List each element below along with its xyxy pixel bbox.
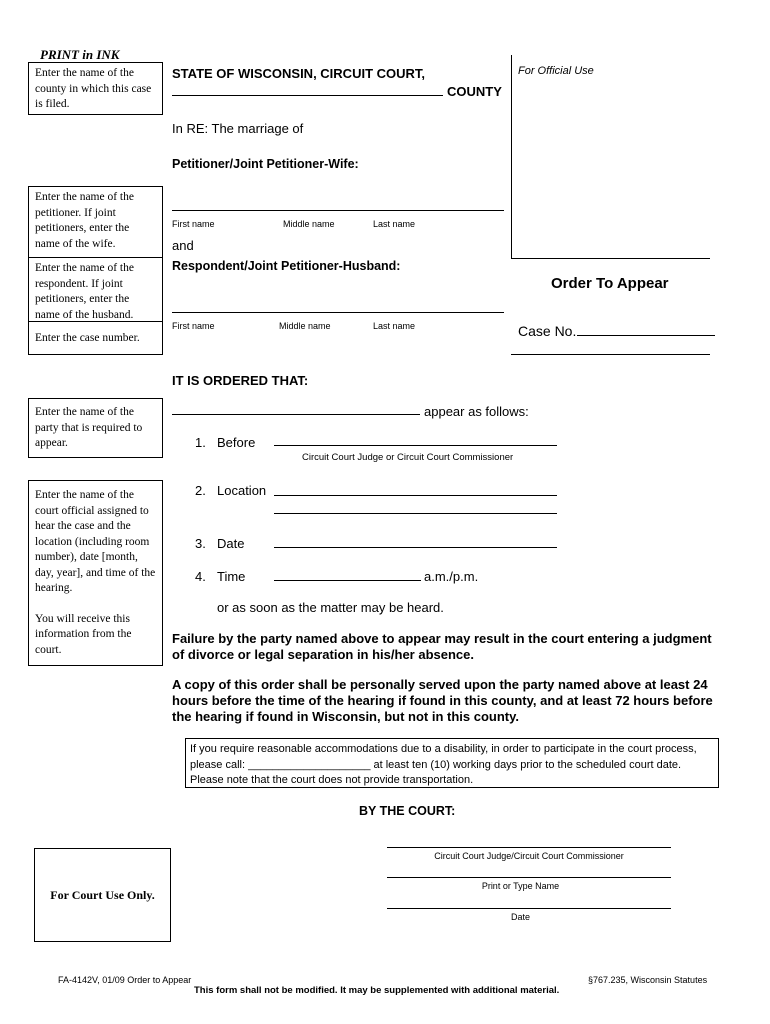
item3-number: 3.: [195, 536, 206, 551]
case-no-label: Case No.: [518, 323, 577, 339]
petitioner-name-field[interactable]: [172, 210, 504, 211]
copy-paragraph: A copy of this order shall be personally served upon the party named above at least 24 hours before the time of the hearing if found in this county, and at least 72 hours before the hearing if found in Wisconsin, but not in this county.: [172, 677, 713, 724]
item4-number: 4.: [195, 569, 206, 584]
appear-as-follows: appear as follows:: [424, 404, 529, 419]
county-label: COUNTY: [447, 84, 502, 99]
accommodation-line2: please call: ____________________ at least ten (10) working days prior to the scheduled court date.: [190, 758, 682, 771]
petitioner-last-name-label: Last name: [373, 219, 416, 229]
form-id: FA-4142V, 01/09 Order to Appear: [58, 975, 192, 985]
item3-label: Date: [217, 536, 245, 551]
item2-label: Location: [217, 483, 267, 498]
accommodation-line1: If you require reasonable accommodations due to a disability, in order to participate in the court process,: [190, 743, 697, 755]
county-field[interactable]: [172, 95, 443, 96]
instruction-case-number: Enter the case number.: [28, 321, 163, 355]
instruction-receive: You will receive this information from the court.: [35, 612, 132, 656]
time-field[interactable]: [274, 580, 421, 581]
date-field[interactable]: [274, 547, 557, 548]
ampm-label: a.m./p.m.: [424, 569, 479, 584]
as-soon-text: or as soon as the matter may be heard.: [217, 600, 444, 615]
order-heading: IT IS ORDERED THAT:: [172, 373, 309, 388]
respondent-heading: Respondent/Joint Petitioner-Husband:: [172, 259, 401, 273]
respondent-name-field[interactable]: [172, 312, 504, 313]
document-title: Order To Appear: [551, 275, 669, 292]
court-use-label: For Court Use Only.: [50, 887, 155, 902]
judge-signature-line[interactable]: [387, 847, 671, 848]
print-in-ink: PRINT in INK: [40, 47, 120, 62]
item1-label: Before: [217, 435, 256, 450]
respondent-first-name-label: First name: [172, 321, 215, 331]
print-name-label: Print or Type Name: [481, 881, 560, 891]
official-use-border: [511, 55, 512, 258]
instruction-petitioner: Enter the name of the petitioner. If joint petitioners, enter the name of the wife.: [28, 186, 163, 258]
instruction-party: Enter the name of the party that is required to appear.: [28, 398, 163, 458]
item1-number: 1.: [195, 435, 206, 450]
print-name-line[interactable]: [387, 877, 671, 878]
accommodation-box: [185, 738, 719, 788]
and-text: and: [172, 238, 194, 253]
party-name-field[interactable]: [172, 414, 420, 415]
petitioner-heading: Petitioner/Joint Petitioner-Wife:: [172, 157, 359, 171]
instruction-official-box: [28, 480, 163, 666]
instruction-respondent: Enter the name of the respondent. If joint petitioners, enter the name of the husband.: [28, 257, 163, 322]
footer-notice: This form shall not be modified. It may be supplemented with additional material.: [194, 985, 560, 996]
location-field-1[interactable]: [274, 495, 557, 496]
failure-paragraph: Failure by the party named above to appear may result in the court entering a judgment of divorce or legal separation in his/her absence.: [172, 631, 712, 662]
court-title: STATE OF WISCONSIN, CIRCUIT COURT,: [172, 66, 426, 81]
item4-label: Time: [217, 569, 246, 584]
by-the-court: BY THE COURT:: [359, 804, 456, 818]
accommodation-line3: Please note that the court does not provide transportation.: [190, 774, 474, 786]
date-signature-line[interactable]: [387, 908, 671, 909]
instruction-county: Enter the name of the county in which this case is filed.: [28, 62, 163, 115]
respondent-middle-name-label: Middle name: [279, 321, 331, 331]
petitioner-first-name-label: First name: [172, 219, 215, 229]
instruction-official: Enter the name of the court official assigned to hear the case and the location (including room number), date [month, day, year], and time of the hearing.: [35, 489, 156, 594]
official-use-bottom: [511, 258, 710, 259]
judge-signature-label: Circuit Court Judge/Circuit Court Commissioner: [434, 851, 624, 861]
item2-number: 2.: [195, 483, 206, 498]
location-field-2[interactable]: [274, 513, 557, 514]
petitioner-middle-name-label: Middle name: [283, 219, 335, 229]
date-signature-label: Date: [510, 912, 530, 922]
before-sublabel: Circuit Court Judge or Circuit Court Commissioner: [302, 452, 514, 463]
official-use-label: For Official Use: [518, 65, 594, 77]
respondent-last-name-label: Last name: [373, 321, 416, 331]
case-no-field[interactable]: [577, 335, 715, 336]
court-use-box: [34, 848, 171, 942]
case-no-divider: [511, 354, 710, 355]
in-re: In RE: The marriage of: [172, 121, 304, 136]
before-field[interactable]: [274, 445, 557, 446]
statute-reference: §767.235, Wisconsin Statutes: [588, 975, 708, 985]
